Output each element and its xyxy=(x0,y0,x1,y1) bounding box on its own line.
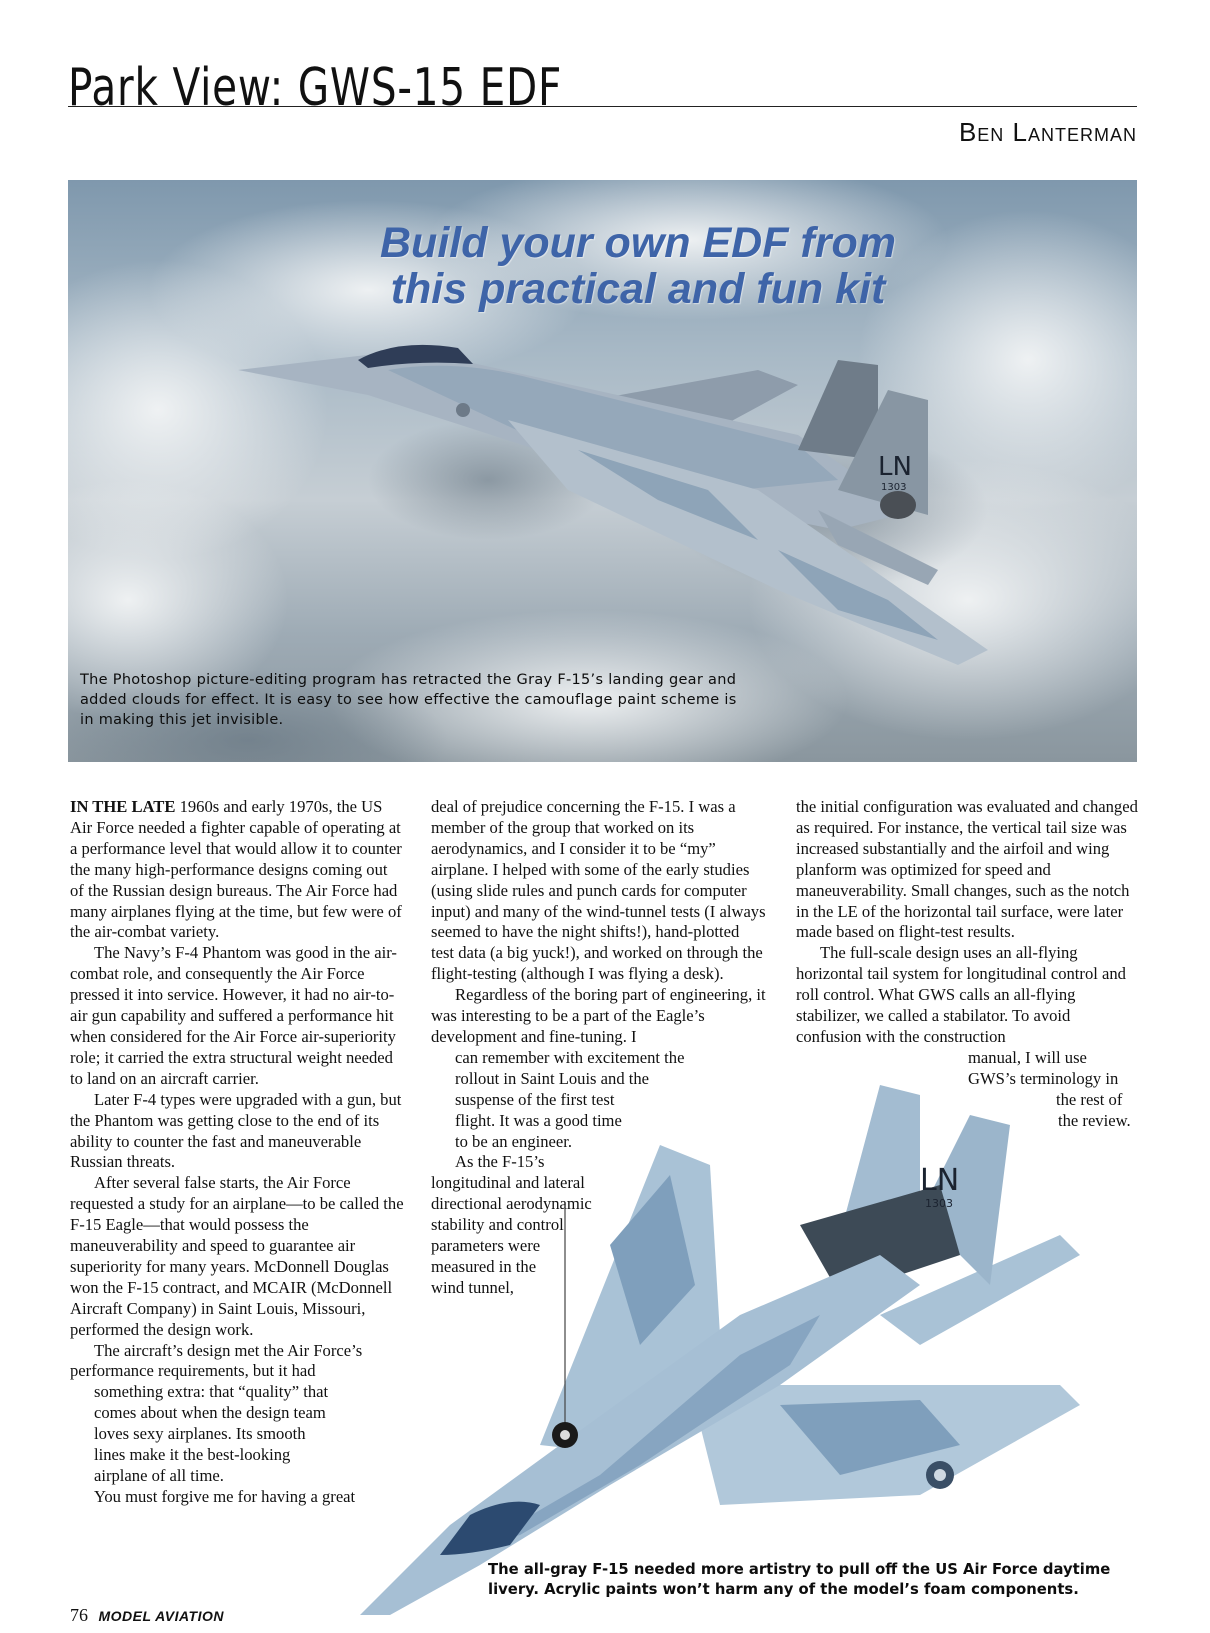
paragraph: As the F-15’s longitudinal and lateral directional aerodynamic stability and control parameters were measured in the wind tunnel, xyxy=(431,1152,592,1297)
author-byline: Ben Lanterman xyxy=(958,117,1137,147)
model-photo-caption: The all-gray F-15 needed more artistry to pull off the US Air Force daytime livery. Acrylic paints won’t harm any of the model’s foam components. xyxy=(488,1561,1111,1598)
paragraph: After several false starts, the Air Force requested a study for an airplane—to be called the F-15 Eagle—that would possess the maneuverability and speed to guarantee air superiority for many years. McDonnell Douglas won the F-15 contract, and MCAIR (McDonnell Aircraft Company) in Saint Louis, Missouri, performed the design work. xyxy=(70,1173,404,1339)
paragraph: The aircraft’s design met the Air Force’s performance requirements, but it had something extra: that “quality” that comes about when the design team loves sexy airplanes. Its smooth lines make it the best-looking airplane of all time. xyxy=(70,1340,363,1485)
page-footer xyxy=(70,1605,224,1626)
tail-number-model: 1303 xyxy=(925,1197,953,1210)
f15-model-photo xyxy=(360,1085,1130,1615)
paragraph: You must forgive me for having a great xyxy=(94,1486,356,1506)
paragraph: The full-scale design uses an all-flying horizontal tail system for longitudinal control and roll control. What GWS calls an all-flying stabilizer, we called a stabilator. To avoid confusion with the construction manual, I will use GWS’s terminology in the rest of the review. xyxy=(796,943,1131,1130)
paragraph: Later F-4 types were upgraded with a gun, but the Phantom was getting close to the end of its ability to counter the fast and maneuverable Russian threats. xyxy=(70,1089,402,1172)
hero-caption: The Photoshop picture-editing program has retracted the Gray F-15’s landing gear and added clouds for effect. It is easy to see how effective the camouflage paint scheme is in making this jet invisible. xyxy=(80,672,737,728)
hero-headline xyxy=(318,220,958,312)
tail-code-hero: LN xyxy=(878,452,912,482)
paragraph: The Navy’s F-4 Phantom was good in the air-combat role, and consequently the Air Force pressed it into service. However, it had no air-to-air gun capability and suffered a performance hit when considered for the Air Force air-superiority role; it carried the extra structural weight needed to land on an aircraft carrier. xyxy=(70,943,397,1088)
headline-line-1: Build your own EDF from xyxy=(380,219,896,267)
paragraph: IN THE LATE 1960s and early 1970s, the US Air Force needed a fighter capable of operating at a performance level that would allow it to counter the many high-performance designs coming out of the Russian design bureaus. The Air Force had many airplanes flying at the time, but few were of the air-combat variety. xyxy=(70,797,402,942)
tail-number-hero: 1303 xyxy=(881,482,907,493)
paragraph: Regardless of the boring part of engineering, it was interesting to be a part of the Eagle’s development and fine-tuning. I can remember with excitement the rollout in Saint Louis and the suspense of the first test flight. It was a good time to be an engineer. xyxy=(431,985,766,1151)
page-number: 76 xyxy=(70,1605,88,1625)
hero-photo xyxy=(68,180,1137,762)
article-column-1 xyxy=(70,797,405,1508)
paragraph: deal of prejudice concerning the F-15. I was a member of the group that worked on its aerodynamics, and I consider it to be “my” airplane. I helped with some of the early studies (using slide rules and punch cards for computer input) and many of the wind-tunnel tests (I always seemed to have the night shifts!), hand-plotted test data (a big yuck!), and worked on through the flight-testing (although I was flying a desk). xyxy=(431,797,766,984)
f15-jet-inflight-image xyxy=(238,340,1038,720)
article-column-3 xyxy=(796,797,1138,1132)
tail-code-model: LN xyxy=(920,1163,960,1198)
article-title: Park View: GWS-15 EDF xyxy=(68,58,563,118)
title-rule xyxy=(68,106,1137,107)
magazine-name: MODEL AVIATION xyxy=(98,1608,224,1624)
lead-in: IN THE LATE xyxy=(70,797,176,816)
headline-line-2: this practical and fun kit xyxy=(390,265,886,313)
paragraph: the initial configuration was evaluated and changed as required. For instance, the vertical tail size was increased substantially and the airfoil and wing planform was optimized for speed and maneuverability. Small changes, such as the notch in the LE of the horizontal tail surface, were later made based on flight-test results. xyxy=(796,797,1138,942)
